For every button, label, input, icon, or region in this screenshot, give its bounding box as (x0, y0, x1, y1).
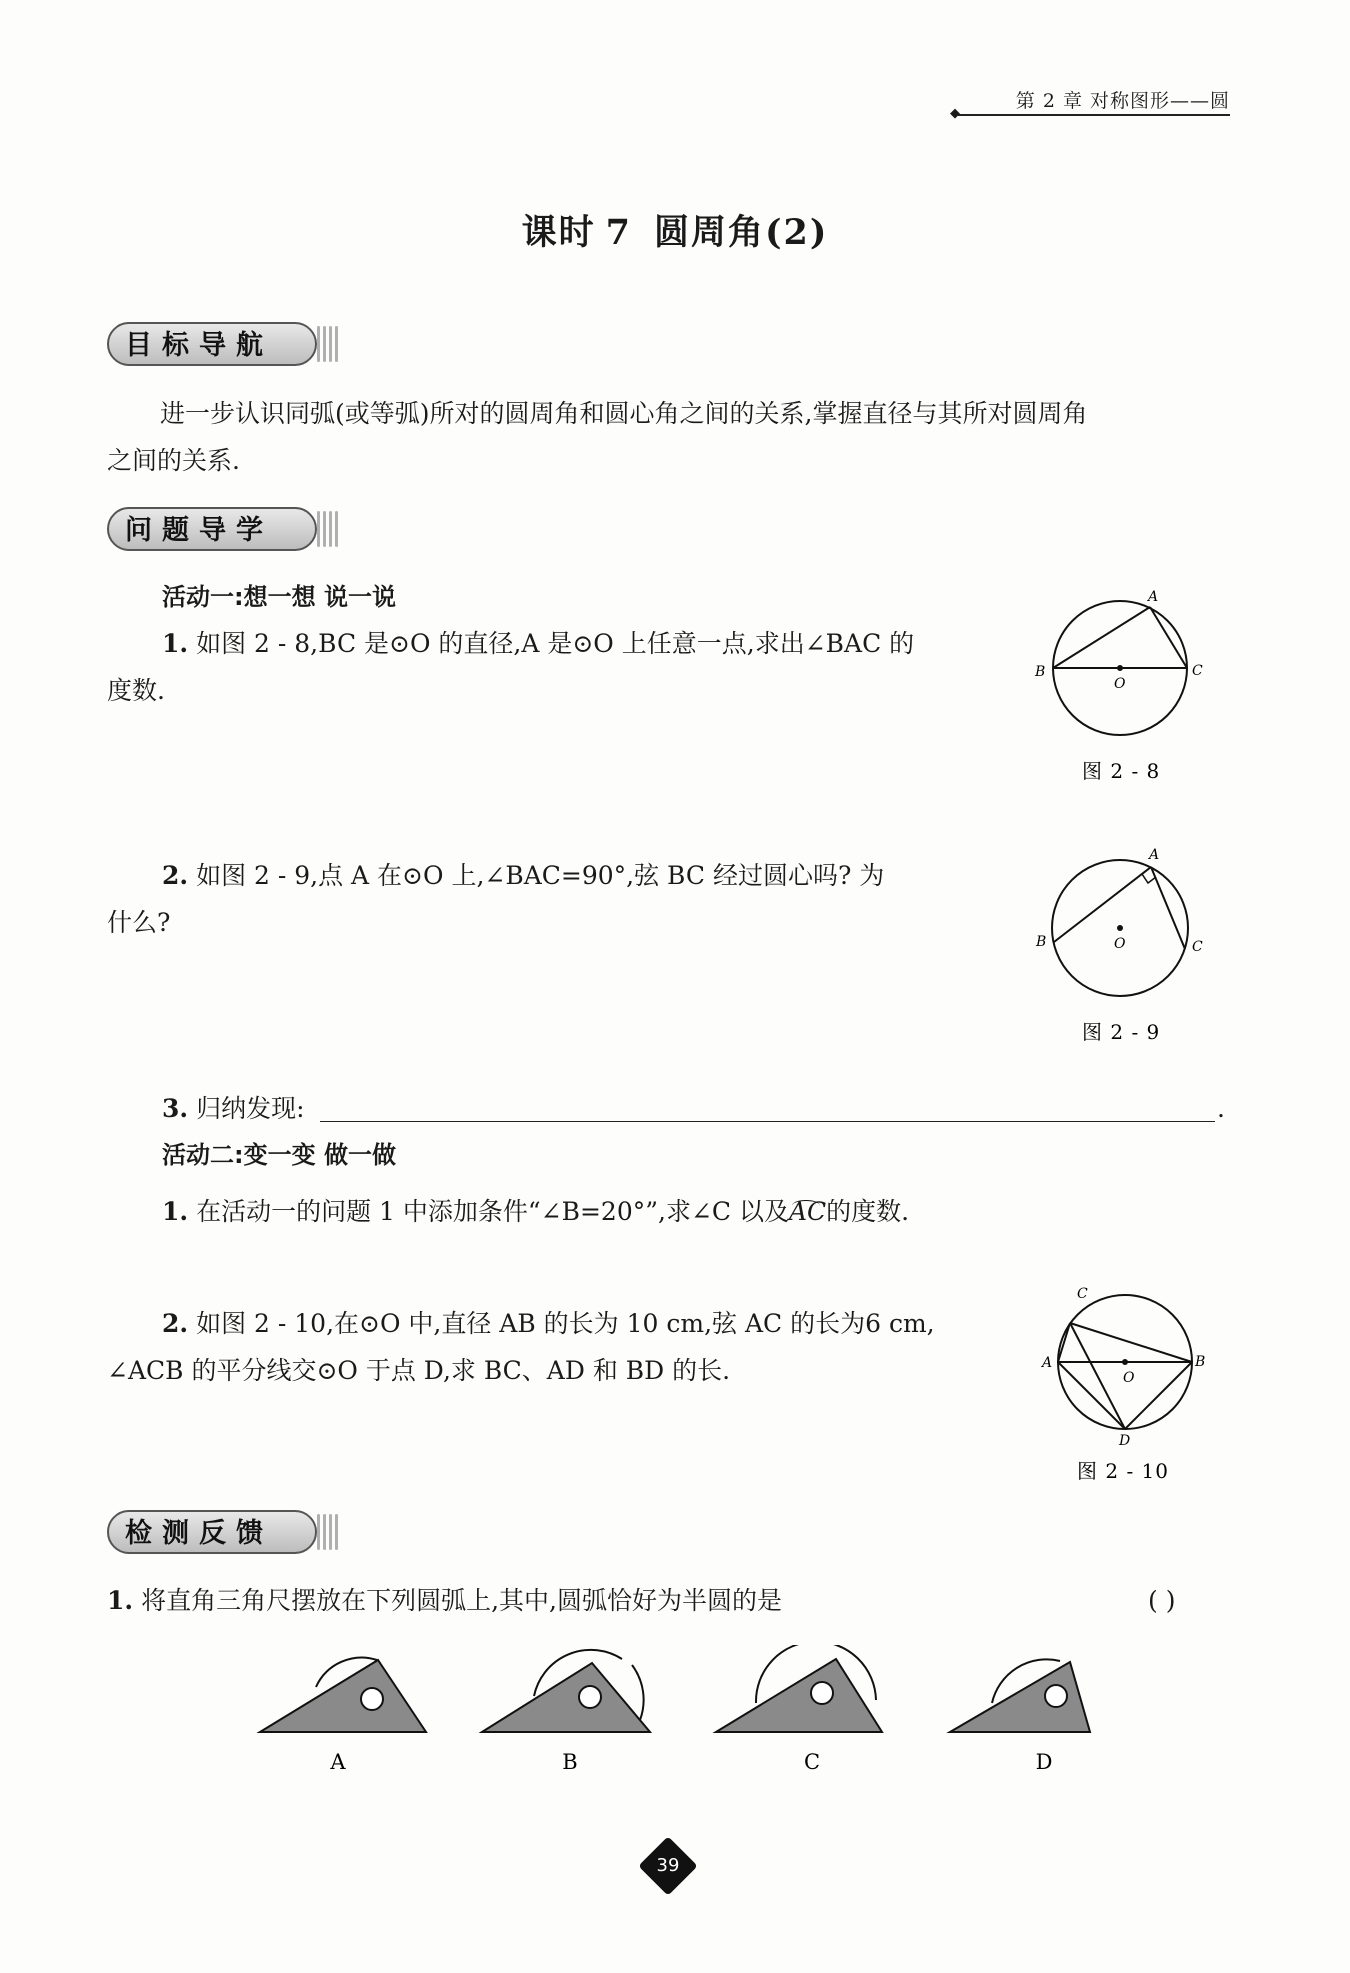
section-badge: 目标导航 (107, 322, 317, 366)
label-a: A (1148, 589, 1159, 605)
label-b: B (1036, 934, 1047, 950)
q3: 3. 归纳发现: (162, 1094, 305, 1123)
badge-stripes (317, 1510, 357, 1554)
section-check (107, 1510, 357, 1554)
option-c-label[interactable]: C (803, 1750, 821, 1774)
label-o: O (1114, 676, 1126, 692)
chapter-header (950, 86, 1230, 121)
check-q1: 1. 将直角三角尺摆放在下列圆弧上,其中,圆弧恰好为半圆的是 (107, 1586, 782, 1615)
label-o: O (1114, 936, 1126, 952)
center-point (1117, 925, 1123, 931)
label-d: D (1119, 1433, 1131, 1449)
section-guide (107, 507, 357, 551)
page-title: 课时 7 圆周角(2) (521, 212, 829, 253)
label-c: C (1192, 663, 1203, 679)
chord-ac (1150, 607, 1187, 668)
label-b: B (1195, 1354, 1206, 1370)
goal-text-2: 之间的关系. (107, 446, 240, 475)
page-number-badge (638, 1836, 697, 1895)
section-goal (107, 322, 357, 366)
a2-q1: 1. 在活动一的问题 1 中添加条件“∠B=20°”,求∠C 以及 AC的度数. (162, 1197, 910, 1226)
option-a-figure[interactable] (260, 1658, 426, 1732)
answer-line[interactable] (320, 1120, 1215, 1122)
section-badge: 问题导学 (107, 507, 317, 551)
a2-q2-line2: ∠ACB 的平分线交⊙O 于点 D,求 BC、AD 和 BD 的长. (107, 1356, 731, 1385)
option-d-label[interactable]: D (1035, 1750, 1053, 1774)
option-b-figure[interactable] (482, 1650, 650, 1732)
options-figure (250, 1645, 1130, 1775)
label-c: C (1077, 1286, 1088, 1302)
badge-stripes (317, 507, 357, 551)
center-point (1122, 1359, 1128, 1365)
q2-line2: 什么? (107, 908, 171, 937)
chord-ab (1054, 867, 1151, 942)
page-number: 39 (656, 1855, 680, 1876)
chord-ac (1058, 1323, 1070, 1362)
activity1-title: 活动一:想一想 说一说 (162, 583, 396, 611)
label-a: A (1042, 1355, 1053, 1371)
q2-line1: 2. 如图 2 - 9,点 A 在⊙O 上,∠BAC=90°,弦 BC 经过圆心吗? 为 (162, 861, 885, 890)
center-point (1117, 665, 1123, 671)
figure-2-10 (1035, 1285, 1225, 1485)
caption: 图 2 - 8 (1082, 759, 1161, 783)
arc-ac: AC (788, 1197, 827, 1226)
figure-2-9 (1030, 843, 1220, 1048)
section-badge: 检测反馈 (107, 1510, 317, 1554)
chord-ab (1053, 607, 1150, 668)
figure-2-8 (1030, 585, 1220, 785)
chapter-title: 第 2 章 对称图形——圆 (1015, 90, 1230, 112)
option-a-label[interactable]: A (330, 1750, 346, 1774)
q1-line2: 度数. (107, 676, 165, 705)
activity2-title: 活动二:变一变 做一做 (162, 1141, 396, 1169)
caption: 图 2 - 9 (1082, 1020, 1161, 1044)
option-c-figure[interactable] (716, 1645, 882, 1732)
label-c: C (1192, 939, 1203, 955)
badge-stripes (317, 322, 357, 366)
q3-end: . (1217, 1094, 1225, 1123)
diamond-icon: ◆ (950, 106, 961, 121)
answer-paren[interactable]: ( ) (1148, 1586, 1176, 1615)
label-a: A (1149, 847, 1160, 863)
caption: 图 2 - 10 (1077, 1459, 1170, 1483)
q1-line1: 1. 如图 2 - 8,BC 是⊙O 的直径,A 是⊙O 上任意一点,求出∠BAC 的 (162, 629, 915, 658)
label-b: B (1035, 664, 1046, 680)
a2-q2-line1: 2. 如图 2 - 10,在⊙O 中,直径 AB 的长为 10 cm,弦 AC 的长为6 cm, (162, 1309, 935, 1338)
goal-text-1: 进一步认识同弧(或等弧)所对的圆周角和圆心角之间的关系,掌握直径与其所对圆周角 (160, 399, 1088, 428)
arc-mark (792, 1200, 820, 1211)
label-o: O (1123, 1370, 1135, 1386)
option-b-label[interactable]: B (562, 1750, 578, 1774)
option-d-figure[interactable] (950, 1659, 1090, 1732)
